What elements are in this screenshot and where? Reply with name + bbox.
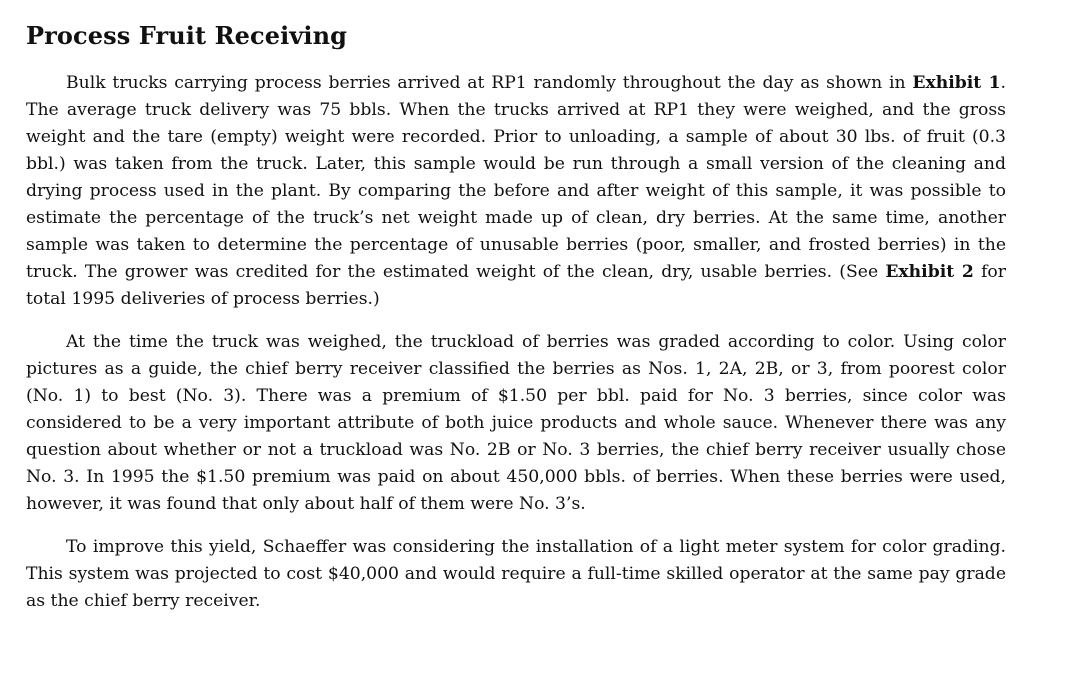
document-page: [26, 16, 1006, 615]
paragraph-color-grading: At the time the truck was weighed, the truckload of berries was graded according to color. Using color pictures as a guide, the chief berry receiver classified the berries as Nos. 1, 2A, 2B, or 3, from poorest color (No. 1) to best (No. 3). There was a premium of $1.50 per bbl. paid for No. 3 berries, since color was considered to be a very important attribute of both juice products and whole sauce. Whenever there was any question about whether or not a truckload was No. 2B or No. 3 berries, the chief berry receiver usually chose No. 3. In 1995 the $1.50 premium was paid on about 450,000 bbls. of berries. When these berries were used, however, it was found that only about half of them were No. 3’s.: [26, 332, 1006, 514]
exhibit-1-reference: Exhibit 1: [912, 73, 1001, 93]
exhibit-2-reference: Exhibit 2: [885, 262, 974, 282]
paragraph-receiving: [26, 70, 1006, 313]
paragraph-text: for total 1995 deliveries of process berries.): [26, 262, 1006, 309]
section-title: Process Fruit Receiving: [26, 21, 348, 50]
paragraph-light-meter: To improve this yield, Schaeffer was considering the installation of a light meter system for color grading. This system was projected to cost $40,000 and would require a full-time skilled operator at the same pay grade as the chief berry receiver.: [26, 537, 1006, 611]
paragraph-text: Bulk trucks carrying process berries arrived at RP1 randomly throughout the day as shown in: [66, 73, 913, 93]
paragraph-text: . The average truck delivery was 75 bbls. When the trucks arrived at RP1 they were weighed, and the gross weight and the tare (empty) weight were recorded. Prior to unloading, a sample of about 30 lbs. of fruit (0.3 bbl.) was taken from the truck. Later, this sample would be run through a small version of the cleaning and drying process used in the plant. By comparing the before and after weight of this sample, it was possible to estimate the percentage of the truck’s net weight made up of clean, dry berries. At the same time, another sample was taken to determine the percentage of unusable berries (poor, smaller, and frosted berries) in the truck. The grower was credited for the estimated weight of the clean, dry, usable berries. (See: [26, 73, 1006, 282]
